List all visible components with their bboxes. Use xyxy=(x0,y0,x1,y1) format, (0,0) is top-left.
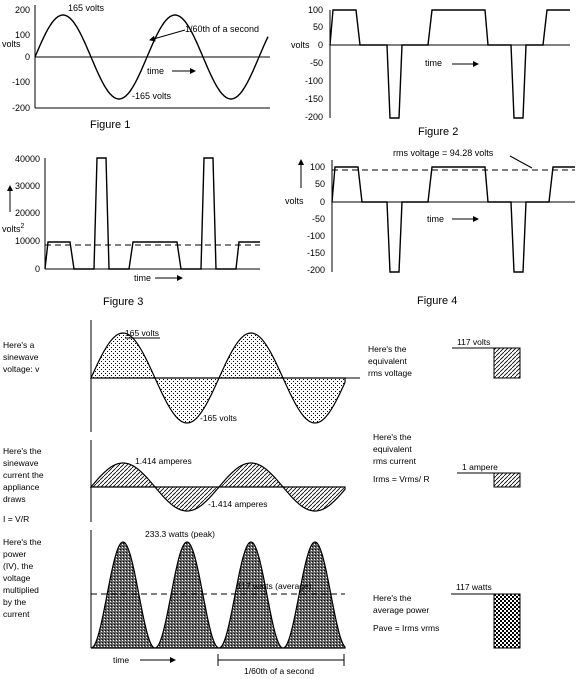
y-tick: -100 xyxy=(304,76,323,86)
y-tick: 50 xyxy=(314,179,325,189)
y-tick: 200 xyxy=(14,5,30,15)
figure-2-caption: Figure 2 xyxy=(418,126,459,138)
voltage-left-text-line: Here's a xyxy=(3,340,35,350)
power-left-text-line: current xyxy=(3,609,30,619)
voltage-sinewave xyxy=(91,333,345,423)
power-left-text-line: power xyxy=(3,549,27,559)
current-left-text-line: appliance xyxy=(3,482,40,492)
rms-voltage-box xyxy=(494,348,520,378)
voltage-box-label: 117 volts xyxy=(457,337,491,347)
y-tick: 0 xyxy=(34,264,40,274)
power-panel xyxy=(3,529,520,676)
figure-4-caption: Figure 4 xyxy=(417,295,458,307)
y-tick: 0 xyxy=(24,52,30,62)
current-left-text-line: sinewave xyxy=(3,458,39,468)
power-left-text-line: multiplied xyxy=(3,585,39,595)
power-average-label: 117 watts (average) xyxy=(237,581,312,591)
figure-4 xyxy=(285,148,575,307)
power-left-text-line: Here's the xyxy=(3,537,42,547)
current-panel xyxy=(3,432,520,524)
power-formula-right: Pave = Irms vrms xyxy=(373,623,440,633)
voltage-left-text-line: voltage: v xyxy=(3,364,40,374)
figure-3-caption: Figure 3 xyxy=(103,296,144,308)
average-power-box xyxy=(494,594,520,648)
figure-3-squared-wave xyxy=(45,158,260,269)
current-left-text-line: draws xyxy=(3,494,26,504)
y-tick: 50 xyxy=(312,22,323,32)
figure-1-peak-label: 165 volts xyxy=(68,3,105,13)
power-time-label: time xyxy=(113,655,130,665)
rms-current-box xyxy=(494,473,520,487)
power-right-text-line: average power xyxy=(373,605,430,615)
figure-1-ylabel: volts xyxy=(2,39,21,49)
voltage-peak-label: 165 volts xyxy=(125,328,160,338)
figure-4-time-label: time xyxy=(427,214,445,224)
current-formula-left: I = V/R xyxy=(3,514,30,524)
figure-1-caption: Figure 1 xyxy=(90,119,131,131)
current-peak-label: 1.414 amperes xyxy=(135,456,192,466)
y-tick: 100 xyxy=(307,5,323,15)
current-left-text-line: current the xyxy=(3,470,44,480)
voltage-trough-label: -165 volts xyxy=(200,413,237,423)
y-tick: -50 xyxy=(311,214,325,224)
y-tick: 100 xyxy=(14,30,30,40)
voltage-right-text-line: rms voltage xyxy=(368,368,412,378)
current-trough-label: -1.414 amperes xyxy=(208,499,268,509)
power-box-label: 117 watts xyxy=(456,582,492,592)
y-tick: 0 xyxy=(319,197,325,207)
y-tick: 20000 xyxy=(14,208,40,218)
y-tick: 40000 xyxy=(14,154,40,164)
figure-2-stepped-wave xyxy=(330,10,570,118)
y-tick: -200 xyxy=(11,103,30,113)
figure-1-period-label: 1/60th of a second xyxy=(185,24,260,34)
y-tick: -100 xyxy=(11,77,30,87)
power-left-text-line: (IV), the xyxy=(3,561,34,571)
current-left-text-line: Here's the xyxy=(3,446,42,456)
voltage-right-text-line: Here's the xyxy=(368,344,407,354)
y-tick: -200 xyxy=(306,265,325,275)
figure-1-trough-label: -165 volts xyxy=(132,91,172,101)
figure-3-y-ticks xyxy=(15,154,40,274)
power-peak-label: 233.3 watts (peak) xyxy=(145,529,215,539)
power-left-text-line: by the xyxy=(3,597,27,607)
current-right-text-line: equivalent xyxy=(373,444,412,454)
figure-1-time-label: time xyxy=(147,66,165,76)
y-tick: 30000 xyxy=(14,181,40,191)
voltage-left-text-line: sinewave xyxy=(3,352,39,362)
power-right-text-line: Here's the xyxy=(373,593,412,603)
figure-3 xyxy=(2,154,260,308)
figure-4-rms-label: rms voltage = 94.28 volts xyxy=(393,148,494,158)
current-formula-right: Irms = Vrms/ R xyxy=(373,474,430,484)
voltage-right-text-line: equivalent xyxy=(368,356,407,366)
figure-2 xyxy=(291,5,570,138)
figure-2-y-ticks xyxy=(305,5,323,122)
figure-3-ylabel: volts$^2$ xyxy=(2,223,25,234)
y-tick: -150 xyxy=(304,94,323,104)
figure-3-time-label: time xyxy=(134,273,152,283)
y-tick: 10000 xyxy=(14,236,40,246)
y-tick: -100 xyxy=(306,231,325,241)
power-wave xyxy=(91,542,345,648)
y-tick: 100 xyxy=(309,162,325,172)
voltage-panel xyxy=(3,320,520,432)
figure-2-ylabel: volts xyxy=(291,40,310,50)
figure-1 xyxy=(2,3,270,131)
y-tick: -50 xyxy=(309,58,323,68)
power-left-text-line: voltage xyxy=(3,573,31,583)
y-tick: -150 xyxy=(306,248,325,258)
power-period-label: 1/60th of a second xyxy=(244,666,314,676)
y-tick: 0 xyxy=(317,40,323,50)
current-box-label: 1 ampere xyxy=(462,462,498,472)
current-right-text-line: Here's the xyxy=(373,432,412,442)
figure-4-ylabel: volts xyxy=(285,196,304,206)
figure-4-y-ticks xyxy=(307,162,325,275)
figure-1-y-ticks xyxy=(12,5,30,113)
y-tick: -200 xyxy=(304,112,323,122)
figure-2-time-label: time xyxy=(425,58,443,68)
current-right-text-line: rms current xyxy=(373,456,416,466)
